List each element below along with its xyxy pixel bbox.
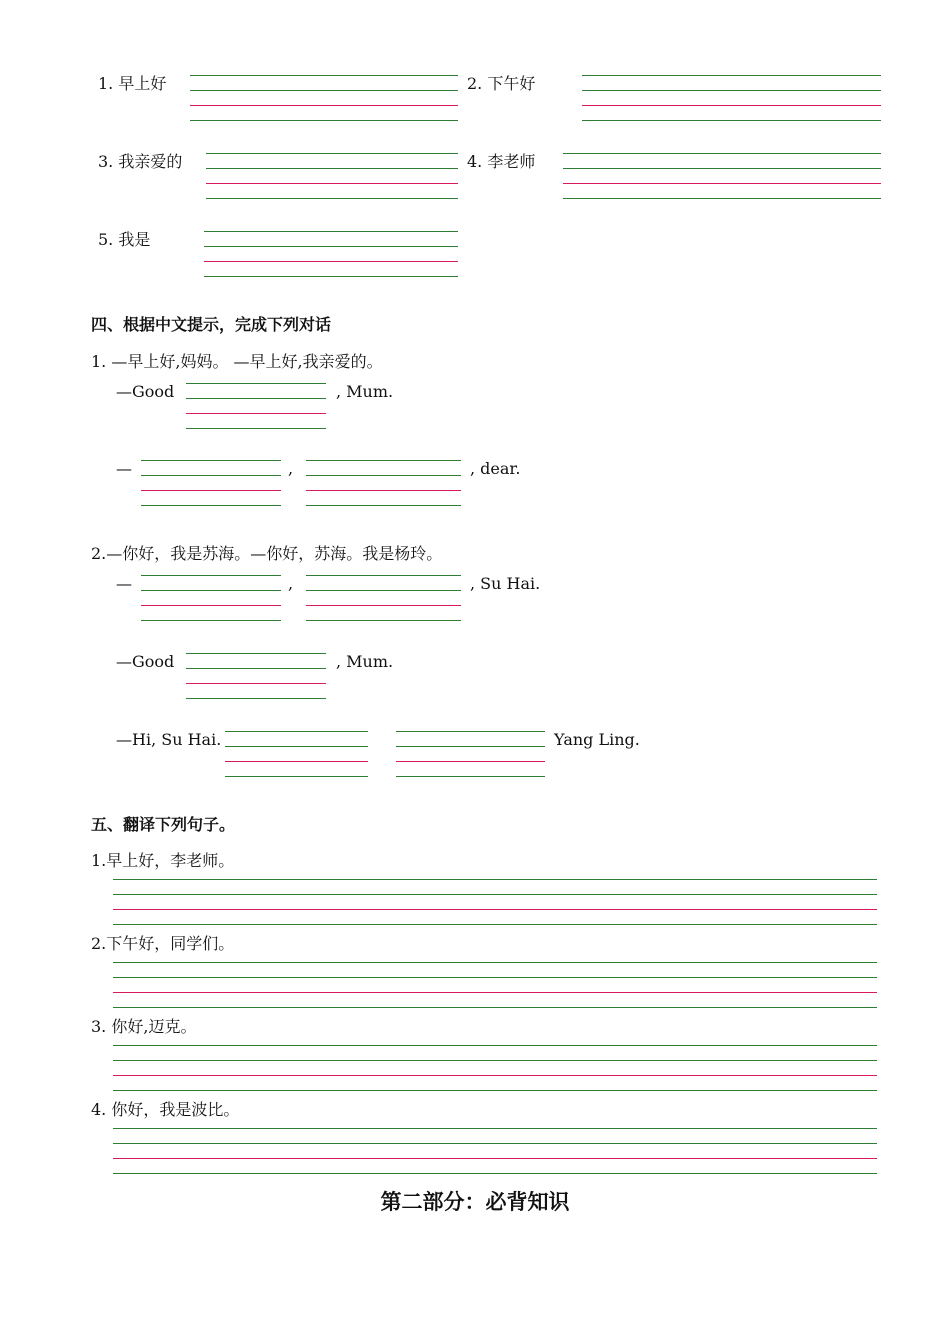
s4-q2-line1-prefix: — — [116, 574, 132, 593]
s3-item-3-label: 3. 我亲爱的 — [98, 152, 183, 171]
s3-item-2-label: 2. 下午好 — [467, 74, 536, 93]
s5-item-2-label: 2.下午好，同学们。 — [91, 934, 235, 953]
s4-q1-line1-prefix: —Good — [116, 382, 175, 401]
s4-q1-blank-1[interactable] — [186, 383, 326, 431]
s3-item-2-writing-lines[interactable] — [582, 75, 881, 123]
s4-q2-line3-suffix: Yang Ling. — [554, 730, 640, 749]
s5-item-4-label: 4. 你好，我是波比。 — [91, 1100, 240, 1119]
s3-item-4-label: 4. 李老师 — [467, 152, 536, 171]
s4-q2-blank-4[interactable] — [225, 731, 368, 779]
s4-q2-blank-1[interactable] — [141, 575, 281, 623]
s5-item-1-writing-lines[interactable] — [113, 879, 877, 927]
s4-q2-prompt: 2.—你好，我是苏海。—你好，苏海。我是杨玲。 — [91, 544, 443, 563]
s3-item-5-writing-lines[interactable] — [204, 231, 458, 279]
s4-q2-blank-5[interactable] — [396, 731, 545, 779]
section-4-heading: 四、根据中文提示，完成下列对话 — [91, 315, 332, 334]
s4-q1-blank-3[interactable] — [306, 460, 461, 508]
section-5-heading: 五、翻译下列句子。 — [91, 815, 236, 834]
s3-item-1-writing-lines[interactable] — [190, 75, 458, 123]
part-2-title: 第二部分：必背知识 — [380, 1190, 570, 1214]
s4-q1-prompt: 1. —早上好,妈妈。 —早上好,我亲爱的。 — [91, 352, 383, 371]
s5-item-1-label: 1.早上好，李老师。 — [91, 851, 235, 870]
s5-item-3-writing-lines[interactable] — [113, 1045, 877, 1093]
s4-q2-line2-prefix: —Good — [116, 652, 175, 671]
s4-q1-line2-suffix: , dear. — [470, 459, 521, 478]
s4-q2-comma: , — [288, 574, 294, 593]
s5-item-2-writing-lines[interactable] — [113, 962, 877, 1010]
s4-q2-line1-suffix: , Su Hai. — [470, 574, 541, 593]
s4-q1-line1-suffix: , Mum. — [336, 382, 394, 401]
s3-item-1-label: 1. 早上好 — [98, 74, 167, 93]
s4-q2-blank-2[interactable] — [306, 575, 461, 623]
s4-q1-line2-prefix: — — [116, 459, 132, 478]
s4-q1-comma: , — [288, 459, 294, 478]
s4-q2-blank-3[interactable] — [186, 653, 326, 701]
s3-item-3-writing-lines[interactable] — [206, 153, 458, 201]
s5-item-3-label: 3. 你好,迈克。 — [91, 1017, 197, 1036]
s3-item-5-label: 5. 我是 — [98, 230, 151, 249]
s4-q1-blank-2[interactable] — [141, 460, 281, 508]
s4-q2-line3-prefix: —Hi, Su Hai. — [116, 730, 222, 749]
s3-item-4-writing-lines[interactable] — [563, 153, 881, 201]
s5-item-4-writing-lines[interactable] — [113, 1128, 877, 1176]
s4-q2-line2-suffix: , Mum. — [336, 652, 394, 671]
